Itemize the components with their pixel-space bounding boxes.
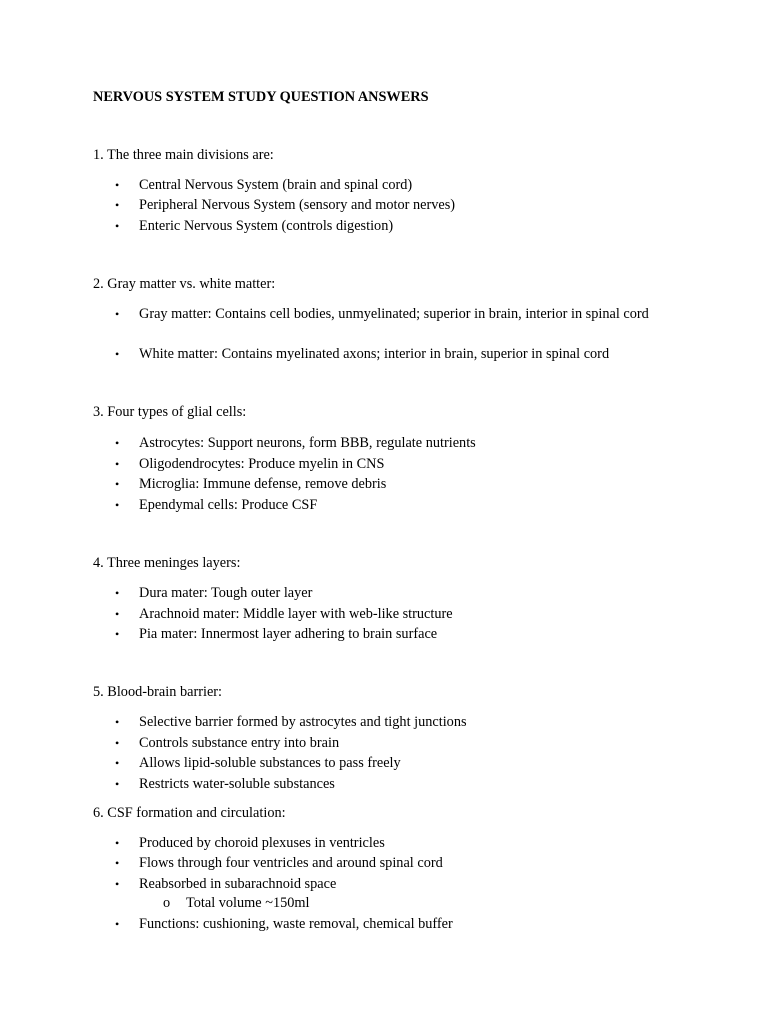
list-item-text: Functions: cushioning, waste removal, chemical buffer (139, 916, 453, 932)
list-item (115, 733, 679, 753)
list-item (115, 604, 679, 624)
list-item (115, 495, 679, 515)
list-item-text: Astrocytes: Support neurons, form BBB, regulate nutrients (139, 435, 476, 451)
list-item (115, 833, 679, 853)
section-5-heading: 5. Blood-brain barrier: (93, 684, 223, 700)
list-item-text: Oligodendrocytes: Produce myelin in CNS (139, 456, 385, 472)
list-item (115, 583, 679, 603)
section-4-heading: 4. Three meninges layers: (93, 555, 241, 571)
list-item-text: Arachnoid mater: Middle layer with web-like structure (139, 606, 453, 622)
list-item (115, 216, 679, 236)
list-item (115, 433, 679, 453)
bullet-icon: • (115, 198, 120, 212)
hollow-bullet-icon: o (163, 895, 171, 911)
bullet-icon: • (115, 877, 120, 891)
list-item-text: Reabsorbed in subarachnoid space (139, 876, 337, 892)
bullet-icon: • (115, 477, 120, 491)
list-item-text: Flows through four ventricles and around spinal cord (139, 855, 443, 871)
list-item-text: Pia mater: Innermost layer adhering to brain surface (139, 626, 438, 642)
list-item-text: Restricts water-soluble substances (139, 776, 335, 792)
bullet-icon: • (115, 715, 120, 729)
list-item (115, 753, 679, 773)
bullet-icon: • (115, 777, 120, 791)
list-item-text: White matter: Contains myelinated axons; interior in brain, superior in spinal cord (139, 346, 610, 362)
bullet-icon: • (115, 627, 120, 641)
list-item-text: Allows lipid-soluble substances to pass freely (139, 755, 401, 771)
bullet-icon: • (115, 836, 120, 850)
bullet-icon: • (115, 307, 120, 321)
list-item (115, 853, 679, 873)
list-item (115, 874, 679, 894)
list-item (115, 774, 679, 794)
bullet-icon: • (115, 178, 120, 192)
section-1-heading: 1. The three main divisions are: (93, 147, 274, 163)
list-item (115, 712, 679, 732)
bullet-icon: • (115, 347, 120, 361)
list-item-text: Peripheral Nervous System (sensory and motor nerves) (139, 197, 456, 213)
bullet-icon: • (115, 586, 120, 600)
list-item (115, 914, 679, 934)
document-title: NERVOUS SYSTEM STUDY QUESTION ANSWERS (93, 89, 429, 105)
list-item (115, 344, 679, 364)
list-item-text: Enteric Nervous System (controls digestion) (139, 218, 394, 234)
section-2-heading: 2. Gray matter vs. white matter: (93, 276, 276, 292)
bullet-icon: • (115, 917, 120, 931)
section-6-heading: 6. CSF formation and circulation: (93, 805, 286, 821)
list-item-text: Controls substance entry into brain (139, 735, 340, 751)
list-item-text: Microglia: Immune defense, remove debris (139, 476, 387, 492)
list-item-text: Dura mater: Tough outer layer (139, 585, 313, 601)
bullet-icon: • (115, 736, 120, 750)
bullet-icon: • (115, 457, 120, 471)
list-item-text: Gray matter: Contains cell bodies, unmyelinated; superior in brain, interior in spinal cord (139, 306, 649, 322)
list-item-text: Ependymal cells: Produce CSF (139, 497, 318, 513)
list-item-text: Produced by choroid plexuses in ventricles (139, 835, 385, 851)
sub-list-item (163, 893, 310, 913)
bullet-icon: • (115, 498, 120, 512)
list-item-text: Selective barrier formed by astrocytes and tight junctions (139, 714, 467, 730)
bullet-icon: • (115, 856, 120, 870)
list-item (115, 195, 679, 215)
list-item (115, 454, 679, 474)
list-item (115, 474, 679, 494)
list-item (115, 175, 679, 195)
list-item-text: Central Nervous System (brain and spinal cord) (139, 177, 413, 193)
bullet-icon: • (115, 436, 120, 450)
list-item (115, 304, 679, 324)
section-3-heading: 3. Four types of glial cells: (93, 404, 247, 420)
sub-list-item-text: Total volume ~150ml (186, 895, 310, 911)
bullet-icon: • (115, 607, 120, 621)
bullet-icon: • (115, 756, 120, 770)
bullet-icon: • (115, 219, 120, 233)
list-item (115, 624, 679, 644)
